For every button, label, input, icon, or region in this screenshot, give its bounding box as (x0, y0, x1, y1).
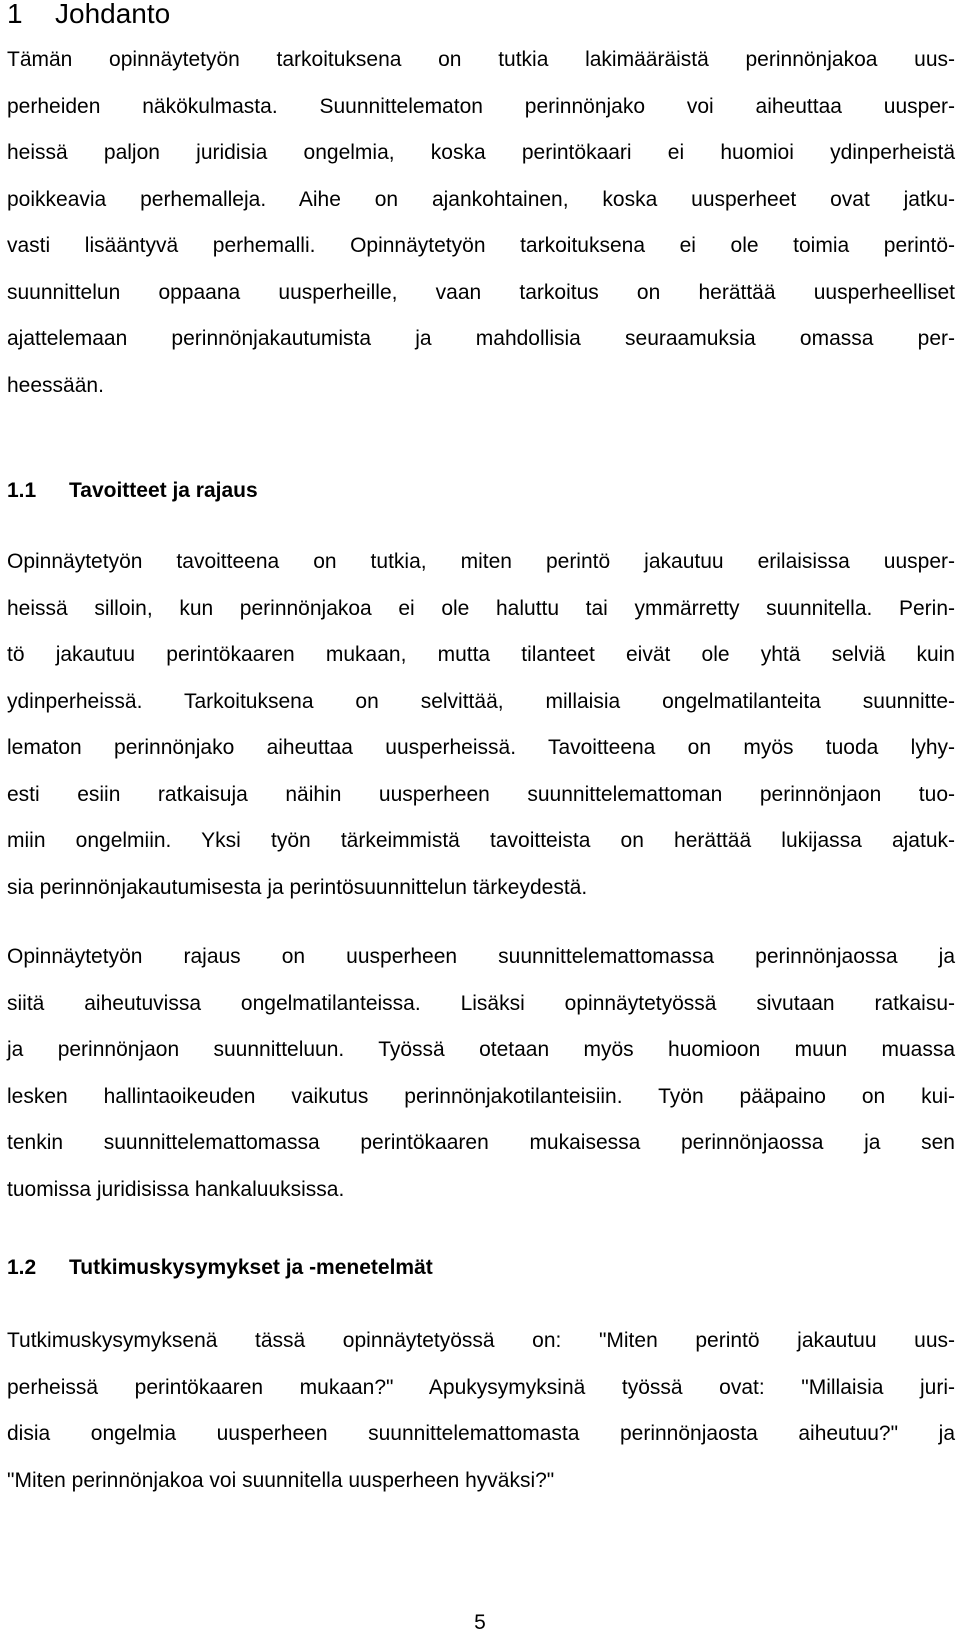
goals-paragraph (7, 539, 955, 911)
text-line: perheissä perintökaaren mukaan?" Apukysymyksinä työssä ovat: "Millaisia juri- (7, 1375, 955, 1399)
text-line: sia perinnönjakautumisesta ja perintösuunnittelun tärkeydestä. (7, 875, 588, 899)
text-line: Tämän opinnäytetyön tarkoituksena on tutkia lakimääräistä perinnönjakoa uus- (7, 48, 955, 71)
text-line: suunnittelun oppaana uusperheille, vaan tarkoitus on herättää uusperheelliset (7, 280, 955, 304)
text-line: Opinnäytetyön tavoitteena on tutkia, miten perintö jakautuu erilaisissa uusper- (7, 550, 955, 573)
text-line: vasti lisääntyvä perhemalli. Opinnäytetyön tarkoituksena ei ole toimia perintö- (7, 234, 955, 257)
chapter-title: Johdanto (55, 0, 171, 29)
section-heading-1-1 (7, 478, 258, 504)
text-line: disia ongelmia uusperheen suunnittelemattomasta perinnönjaosta aiheutuu?" ja (7, 1422, 955, 1445)
scope-paragraph (7, 934, 955, 1213)
intro-paragraph (7, 37, 955, 409)
text-line: tö jakautuu perintökaaren mukaan, mutta tilanteet eivät ole yhtä selviä kuin (7, 643, 955, 666)
text-line: Opinnäytetyön rajaus on uusperheen suunnittelemattomassa perinnönjaossa ja (7, 945, 955, 968)
text-line: ydinperheissä. Tarkoituksena on selvittää, millaisia ongelmatilanteita suunnitte- (7, 689, 955, 713)
page-number: 5 (474, 1611, 486, 1634)
text-line: poikkeavia perhemalleja. Aihe on ajankohtainen, koska uusperheet ovat jatku- (7, 187, 955, 211)
text-line: lesken hallintaoikeuden vaikutus perinnönjakotilanteisiin. Työn pääpaino on kui- (7, 1084, 955, 1108)
text-line: "Miten perinnönjakoa voi suunnitella uusperheen hyväksi?" (7, 1468, 555, 1492)
section-heading-1-2 (7, 1255, 433, 1281)
text-line: lematon perinnönjako aiheuttaa uusperheissä. Tavoitteena on myös tuoda lyhy- (7, 736, 955, 759)
text-line: esti esiin ratkaisuja näihin uusperheen suunnittelemattoman perinnönjaon tuo- (7, 782, 955, 806)
chapter-number: 1 (7, 0, 23, 29)
text-line: tenkin suunnittelemattomassa perintökaaren mukaisessa perinnönjaossa ja sen (7, 1131, 955, 1154)
section-title: Tutkimuskysymykset ja -menetelmät (69, 1256, 433, 1279)
section-title: Tavoitteet ja rajaus (69, 479, 258, 502)
section-number: 1.1 (7, 479, 37, 502)
chapter-heading (7, 0, 170, 29)
text-line: siitä aiheutuvissa ongelmatilanteissa. Lisäksi opinnäytetyössä sivutaan ratkaisu- (7, 991, 955, 1015)
section-number: 1.2 (7, 1256, 37, 1279)
text-line: heessään. (7, 373, 104, 397)
text-line: ajattelemaan perinnönjakautumista ja mahdollisia seuraamuksia omassa per- (7, 327, 955, 350)
text-line: miin ongelmiin. Yksi työn tärkeimmistä tavoitteista on herättää lukijassa ajatuk- (7, 829, 955, 852)
text-line: heissä silloin, kun perinnönjakoa ei ole haluttu tai ymmärretty suunnitella. Perin- (7, 596, 955, 620)
text-line: perheiden näkökulmasta. Suunnittelematon perinnönjako voi aiheuttaa uusper- (7, 94, 955, 118)
text-line: heissä paljon juridisia ongelmia, koska perintökaari ei huomioi ydinperheistä (7, 141, 955, 164)
text-line: Tutkimuskysymyksenä tässä opinnäytetyössä on: "Miten perintö jakautuu uus- (7, 1329, 955, 1352)
text-line: tuomissa juridisissa hankaluuksissa. (7, 1177, 345, 1201)
research-questions-paragraph (7, 1318, 955, 1504)
text-line: ja perinnönjaon suunnitteluun. Työssä otetaan myös huomioon muun muassa (7, 1038, 955, 1061)
